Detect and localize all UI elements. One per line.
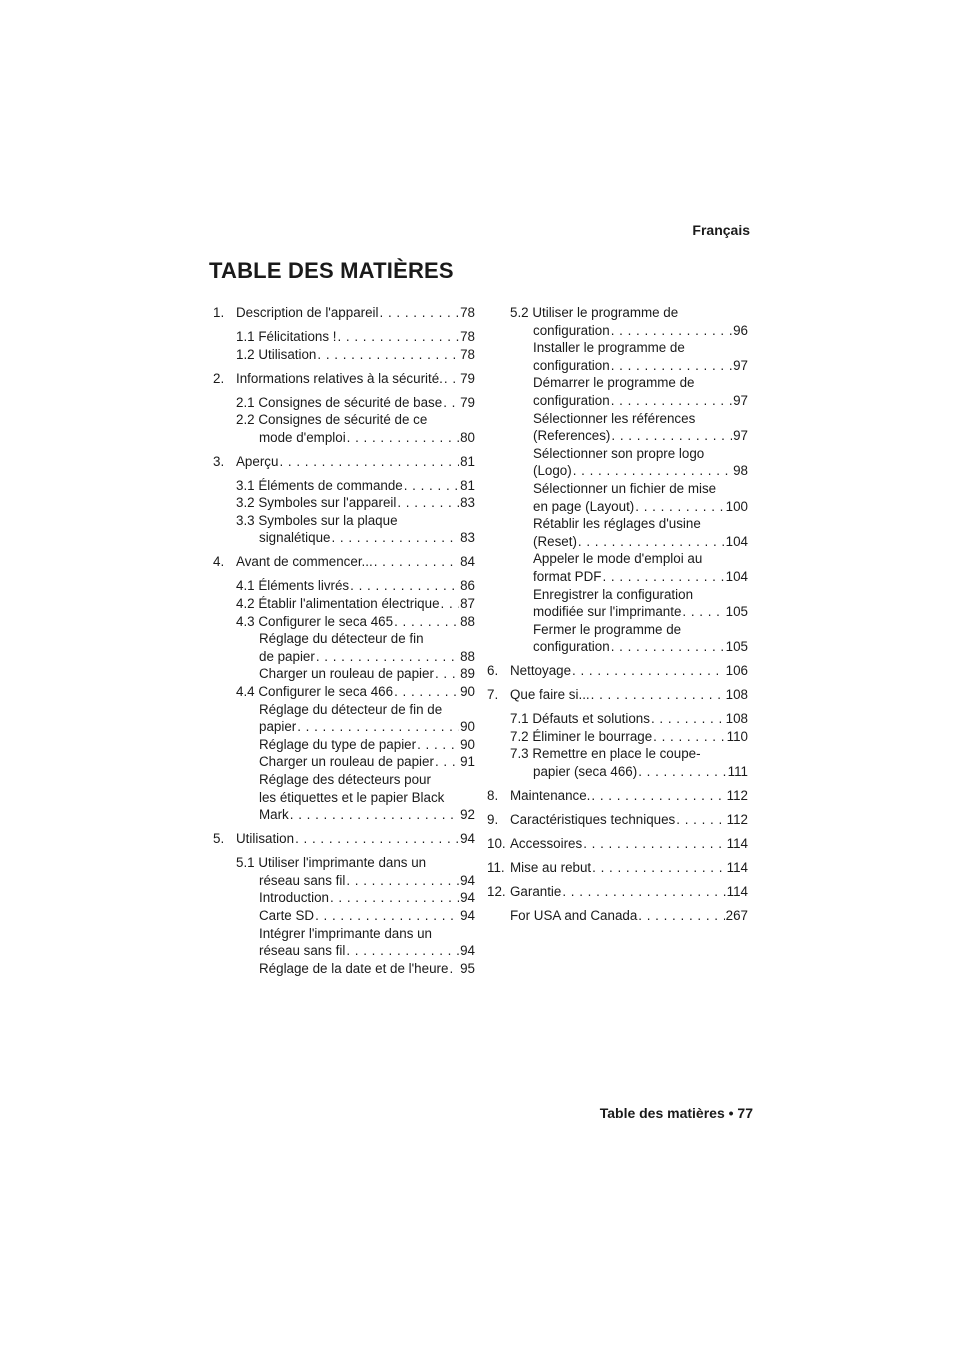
dot-leader <box>317 346 459 364</box>
toc-entry[interactable] <box>487 427 748 445</box>
toc-entry[interactable] <box>213 494 475 512</box>
toc-entry-title: Démarrer le programme de <box>533 375 695 391</box>
toc-page-number: 90 <box>460 736 475 752</box>
toc-entry-title: Caractéristiques techniques <box>510 811 676 827</box>
toc-entry-title: réseau sans fil <box>259 943 346 959</box>
toc-page-number: 108 <box>725 711 748 727</box>
toc-entry[interactable] <box>487 322 748 340</box>
toc-entry[interactable] <box>487 339 748 357</box>
toc-page-number: 83 <box>460 530 475 546</box>
dot-leader <box>676 811 725 829</box>
toc-page-number: 88 <box>460 613 475 629</box>
toc-page-number: 100 <box>725 498 748 514</box>
page-title: TABLE DES MATIÈRES <box>209 258 454 283</box>
toc-entry-title: Maintenance. <box>510 788 591 803</box>
toc-entry-title: Sélectionner les références <box>533 410 696 426</box>
toc-entry[interactable] <box>213 736 475 754</box>
toc-entry-number: 9. <box>487 811 499 827</box>
toc-entry[interactable] <box>213 771 475 789</box>
toc-entry-title: Réglage du détecteur de fin <box>259 631 424 647</box>
language-label: Français <box>692 222 750 238</box>
dot-leader <box>394 683 459 701</box>
toc-entry[interactable] <box>213 328 475 346</box>
toc-page-number: 114 <box>726 835 748 851</box>
toc-left-column <box>213 304 475 977</box>
dot-leader <box>346 872 459 890</box>
toc-entry-title: Appeler le mode d'emploi au <box>533 551 703 567</box>
toc-entry[interactable] <box>487 621 748 639</box>
toc-entry-title: configuration <box>533 639 610 655</box>
toc-page-number: 94 <box>460 831 475 847</box>
toc-entry-number: 6. <box>487 663 499 679</box>
toc-entry[interactable] <box>213 512 475 530</box>
dot-leader <box>611 357 732 375</box>
dot-leader <box>297 718 459 736</box>
toc-entry-title: 7.1 Défauts et solutions <box>510 711 650 727</box>
dot-leader <box>346 942 459 960</box>
toc-entry[interactable] <box>487 710 748 728</box>
toc-entry[interactable] <box>487 304 748 322</box>
dot-leader <box>394 613 459 631</box>
toc-page-number: 88 <box>460 648 475 664</box>
toc-entry-title: Utilisation <box>236 831 295 847</box>
dot-leader <box>380 304 460 322</box>
toc-page-number: 114 <box>726 883 748 899</box>
toc-entry-title: configuration <box>533 322 610 338</box>
dot-leader <box>397 494 459 512</box>
toc-entry-title: Réglage du détecteur de fin de <box>259 701 443 717</box>
toc-entry[interactable] <box>487 550 748 568</box>
toc-entry[interactable] <box>213 806 475 824</box>
toc-page-number: 97 <box>733 392 748 408</box>
toc-entry-title: Description de l'appareil <box>236 305 379 320</box>
toc-entry[interactable] <box>487 533 748 551</box>
toc-page-number: 83 <box>460 495 475 511</box>
toc-page-number: 90 <box>460 719 475 735</box>
toc-page-number: 97 <box>733 428 748 444</box>
toc-entry-title: Accessoires <box>510 835 583 851</box>
toc-entry-title: papier (seca 466) <box>533 764 638 780</box>
toc-entry[interactable] <box>487 603 748 621</box>
toc-entry-title: Mise au rebut <box>510 859 592 875</box>
toc-page-number: 112 <box>726 811 748 827</box>
toc-entry[interactable] <box>487 787 748 805</box>
toc-entry-number: 12. <box>487 883 506 899</box>
toc-page-number: 104 <box>725 568 748 584</box>
toc-page-number: 86 <box>460 578 475 594</box>
toc-entry-title: Aperçu <box>236 453 279 469</box>
toc-entry[interactable] <box>487 392 748 410</box>
dot-leader <box>443 394 459 412</box>
toc-entry-title: Charger un rouleau de papier <box>259 754 434 770</box>
toc-entry[interactable] <box>213 889 475 907</box>
toc-entry-number: 11. <box>487 859 505 875</box>
toc-entry[interactable] <box>213 553 475 571</box>
toc-entry-number: 4. <box>213 554 225 570</box>
toc-page-number: 78 <box>460 328 475 344</box>
toc-page-number: 104 <box>725 533 748 549</box>
toc-page-number: 78 <box>460 346 475 362</box>
toc-entry-title: Carte SD <box>259 907 315 923</box>
dot-leader <box>350 577 459 595</box>
dot-leader <box>592 859 726 877</box>
toc-page-number: 98 <box>733 463 748 479</box>
toc-entry[interactable] <box>213 830 475 848</box>
toc-entry-number: 1. <box>213 305 225 320</box>
toc-page-number: 78 <box>460 305 475 320</box>
dot-leader <box>449 960 459 978</box>
toc-entry-title: configuration <box>533 357 610 373</box>
toc-page-number: 112 <box>726 788 748 803</box>
toc-entry[interactable] <box>213 665 475 683</box>
toc-entry[interactable] <box>213 595 475 613</box>
dot-leader <box>638 907 724 925</box>
dot-leader <box>578 533 725 551</box>
toc-page-number: 267 <box>725 907 748 923</box>
toc-entry[interactable] <box>487 480 748 498</box>
toc-entry[interactable] <box>213 960 475 978</box>
toc-entry-title: Charger un rouleau de papier <box>259 666 434 682</box>
toc-page-number: 81 <box>460 453 475 469</box>
toc-entry-title: 2.1 Consignes de sécurité de base <box>236 394 443 410</box>
toc-page-number: 97 <box>733 357 748 373</box>
dot-leader <box>337 328 459 346</box>
toc-entry[interactable] <box>487 462 748 480</box>
toc-entry-title: 5.1 Utiliser l'imprimante dans un <box>236 855 427 871</box>
toc-entry-title: configuration <box>533 392 610 408</box>
toc-entry[interactable] <box>213 577 475 595</box>
toc-entry[interactable] <box>213 648 475 666</box>
toc-entry[interactable] <box>213 942 475 960</box>
toc-page-number: 89 <box>460 666 475 682</box>
dot-leader <box>316 648 459 666</box>
toc-entry-number: 8. <box>487 788 499 803</box>
toc-page-number: 92 <box>460 807 475 823</box>
toc-entry-title: Nettoyage <box>510 663 572 679</box>
toc-entry-title: papier <box>259 719 297 735</box>
toc-entry[interactable] <box>487 662 748 680</box>
toc-entry-title: Mark <box>259 807 289 823</box>
toc-page-number: 110 <box>726 728 748 744</box>
dot-leader <box>435 753 459 771</box>
toc-entry-title: Enregistrer la configuration <box>533 586 694 602</box>
toc-entry[interactable] <box>487 568 748 586</box>
dot-leader <box>583 835 725 853</box>
toc-entry-title: 4.2 Établir l'alimentation électrique <box>236 596 440 612</box>
toc-page-number: 94 <box>460 943 475 959</box>
toc-entry-title: 2.2 Consignes de sécurité de ce <box>236 412 428 428</box>
toc-entry-title: Réglage du type de papier <box>259 736 417 752</box>
toc-page-number: 81 <box>460 477 475 493</box>
toc-entry-title: en page (Layout) <box>533 498 635 514</box>
dot-leader <box>591 686 725 704</box>
toc-entry-title: Réglage de la date et de l'heure <box>259 960 449 976</box>
toc-entry-title: For USA and Canada <box>510 907 638 923</box>
toc-entry[interactable] <box>213 683 475 701</box>
dot-leader <box>295 830 459 848</box>
toc-page-number: 95 <box>460 960 475 976</box>
toc-entry[interactable] <box>213 718 475 736</box>
toc-entry-number: 7. <box>487 687 499 703</box>
toc-entry-title: 1.2 Utilisation <box>236 346 317 362</box>
toc-entry-title: 3.3 Symboles sur la plaque <box>236 512 398 528</box>
toc-entry[interactable] <box>487 498 748 516</box>
toc-entry-title: Fermer le programme de <box>533 621 682 637</box>
toc-page-number: 79 <box>460 370 475 386</box>
toc-entry-number: 2. <box>213 370 225 386</box>
toc-page-number: 80 <box>460 429 475 445</box>
toc-entry[interactable] <box>213 346 475 364</box>
dot-leader <box>572 662 725 680</box>
toc-entry[interactable] <box>487 410 748 428</box>
toc-page-number: 108 <box>725 687 748 703</box>
toc-page-number: 94 <box>460 872 475 888</box>
toc-entry-number: 3. <box>213 453 225 469</box>
toc-page-number: 94 <box>460 907 475 923</box>
toc-entry[interactable] <box>213 789 475 807</box>
toc-entry-title: Garantie <box>510 883 562 899</box>
dot-leader <box>635 498 724 516</box>
dot-leader <box>562 883 725 901</box>
toc-entry-title: 4.4 Configurer le seca 466 <box>236 684 394 700</box>
dot-leader <box>404 477 459 495</box>
toc-entry-title: Introduction <box>259 890 329 906</box>
toc-page-number: 94 <box>460 890 475 906</box>
toc-entry-title: mode d'emploi <box>259 429 346 445</box>
toc-entry-title: (Logo) <box>533 463 572 479</box>
toc-entry[interactable] <box>213 630 475 648</box>
toc-entry-title: 3.1 Éléments de commande <box>236 477 403 493</box>
toc-entry-title: 7.3 Remettre en place le coupe- <box>510 746 701 762</box>
dot-leader <box>435 665 459 683</box>
toc-entry[interactable] <box>213 529 475 547</box>
toc-entry-title: 4.3 Configurer le seca 465 <box>236 613 394 629</box>
toc-entry[interactable] <box>213 370 475 388</box>
toc-entry-title: de papier <box>259 648 315 664</box>
dot-leader <box>315 907 459 925</box>
toc-page-number: 106 <box>725 663 748 679</box>
dot-leader <box>331 529 459 547</box>
toc-entry[interactable] <box>487 745 748 763</box>
dot-leader <box>444 370 459 388</box>
toc-page-number: 105 <box>725 639 748 655</box>
page-footer: Table des matières • 77 <box>599 1105 753 1121</box>
dot-leader <box>602 568 724 586</box>
toc-page-number: 91 <box>460 754 475 770</box>
toc-entry[interactable] <box>487 811 748 829</box>
toc-entry-title: Rétablir les réglages d'usine <box>533 516 701 532</box>
dot-leader <box>653 728 725 746</box>
toc-entry[interactable] <box>487 445 748 463</box>
toc-entry[interactable] <box>213 411 475 429</box>
toc-entry-title: 4.1 Éléments livrés <box>236 578 350 594</box>
dot-leader <box>611 427 732 445</box>
toc-entry[interactable] <box>487 357 748 375</box>
toc-entry-title: format PDF <box>533 568 602 584</box>
dot-leader <box>347 429 459 447</box>
toc-entry-title: signalétique <box>259 530 331 546</box>
toc-entry-title: Installer le programme de <box>533 340 685 356</box>
dot-leader <box>591 787 725 805</box>
toc-entry[interactable] <box>213 854 475 872</box>
toc-page-number: 79 <box>460 394 475 410</box>
dot-leader <box>573 462 732 480</box>
dot-leader <box>441 595 460 613</box>
toc-page-number: 96 <box>733 322 748 338</box>
toc-entry-title: (Reset) <box>533 533 577 549</box>
toc-entry-title: 1.1 Félicitations ! <box>236 328 337 344</box>
dot-leader <box>611 638 725 656</box>
toc-entry[interactable] <box>487 883 748 901</box>
dot-leader <box>330 889 459 907</box>
toc-entry[interactable] <box>487 638 748 656</box>
toc-entry[interactable] <box>213 394 475 412</box>
dot-leader <box>374 553 459 571</box>
dot-leader <box>638 763 726 781</box>
toc-entry[interactable] <box>487 907 748 925</box>
toc-entry-title: modifiée sur l'imprimante <box>533 604 682 620</box>
toc-entry[interactable] <box>487 859 748 877</box>
toc-entry[interactable] <box>213 753 475 771</box>
dot-leader <box>611 322 732 340</box>
toc-page-number: 111 <box>727 764 748 780</box>
toc-page-number: 90 <box>460 684 475 700</box>
toc-entry[interactable] <box>487 728 748 746</box>
toc-entry-title: réseau sans fil <box>259 872 346 888</box>
toc-entry[interactable] <box>213 477 475 495</box>
toc-entry-title: les étiquettes et le papier Black <box>259 789 445 805</box>
toc-entry[interactable] <box>213 304 475 322</box>
toc-entry-title: Informations relatives à la sécurité. <box>236 370 443 386</box>
toc-entry[interactable] <box>487 374 748 392</box>
toc-entry-title: 7.2 Éliminer le bourrage <box>510 728 653 744</box>
toc-entry[interactable] <box>213 701 475 719</box>
toc-entry-title: Avant de commencer... <box>236 554 373 570</box>
toc-entry-title: (References) <box>533 428 611 444</box>
toc-entry[interactable] <box>213 453 475 471</box>
toc-page-number: 84 <box>460 554 475 570</box>
toc-right-column <box>487 304 748 925</box>
toc-entry-title: Réglage des détecteurs pour <box>259 771 431 787</box>
toc-entry[interactable] <box>213 429 475 447</box>
dot-leader <box>290 806 459 824</box>
toc-entry-title: 3.2 Symboles sur l'appareil <box>236 495 397 511</box>
dot-leader <box>651 710 725 728</box>
toc-page-number: 87 <box>460 596 475 612</box>
dot-leader <box>682 603 724 621</box>
toc-entry-title: Que faire si... <box>510 687 590 703</box>
toc-entry[interactable] <box>487 835 748 853</box>
toc-entry[interactable] <box>487 763 748 781</box>
dot-leader <box>417 736 459 754</box>
toc-entry[interactable] <box>487 686 748 704</box>
toc-page-number: 114 <box>726 859 748 875</box>
toc-entry-title: Sélectionner son propre logo <box>533 445 705 461</box>
toc-entry-title: Intégrer l'imprimante dans un <box>259 925 432 941</box>
toc-entry-number: 5. <box>213 831 225 847</box>
toc-entry[interactable] <box>213 925 475 943</box>
toc-entry[interactable] <box>487 515 748 533</box>
dot-leader <box>611 392 732 410</box>
toc-page-number: 105 <box>725 604 748 620</box>
toc-entry-title: Sélectionner un fichier de mise <box>533 480 717 496</box>
toc-entry[interactable] <box>213 613 475 631</box>
toc-entry-number: 10. <box>487 835 506 851</box>
toc-entry[interactable] <box>213 872 475 890</box>
toc-entry[interactable] <box>487 586 748 604</box>
toc-entry-title: 5.2 Utiliser le programme de <box>510 305 679 320</box>
toc-entry[interactable] <box>213 907 475 925</box>
dot-leader <box>279 453 459 471</box>
